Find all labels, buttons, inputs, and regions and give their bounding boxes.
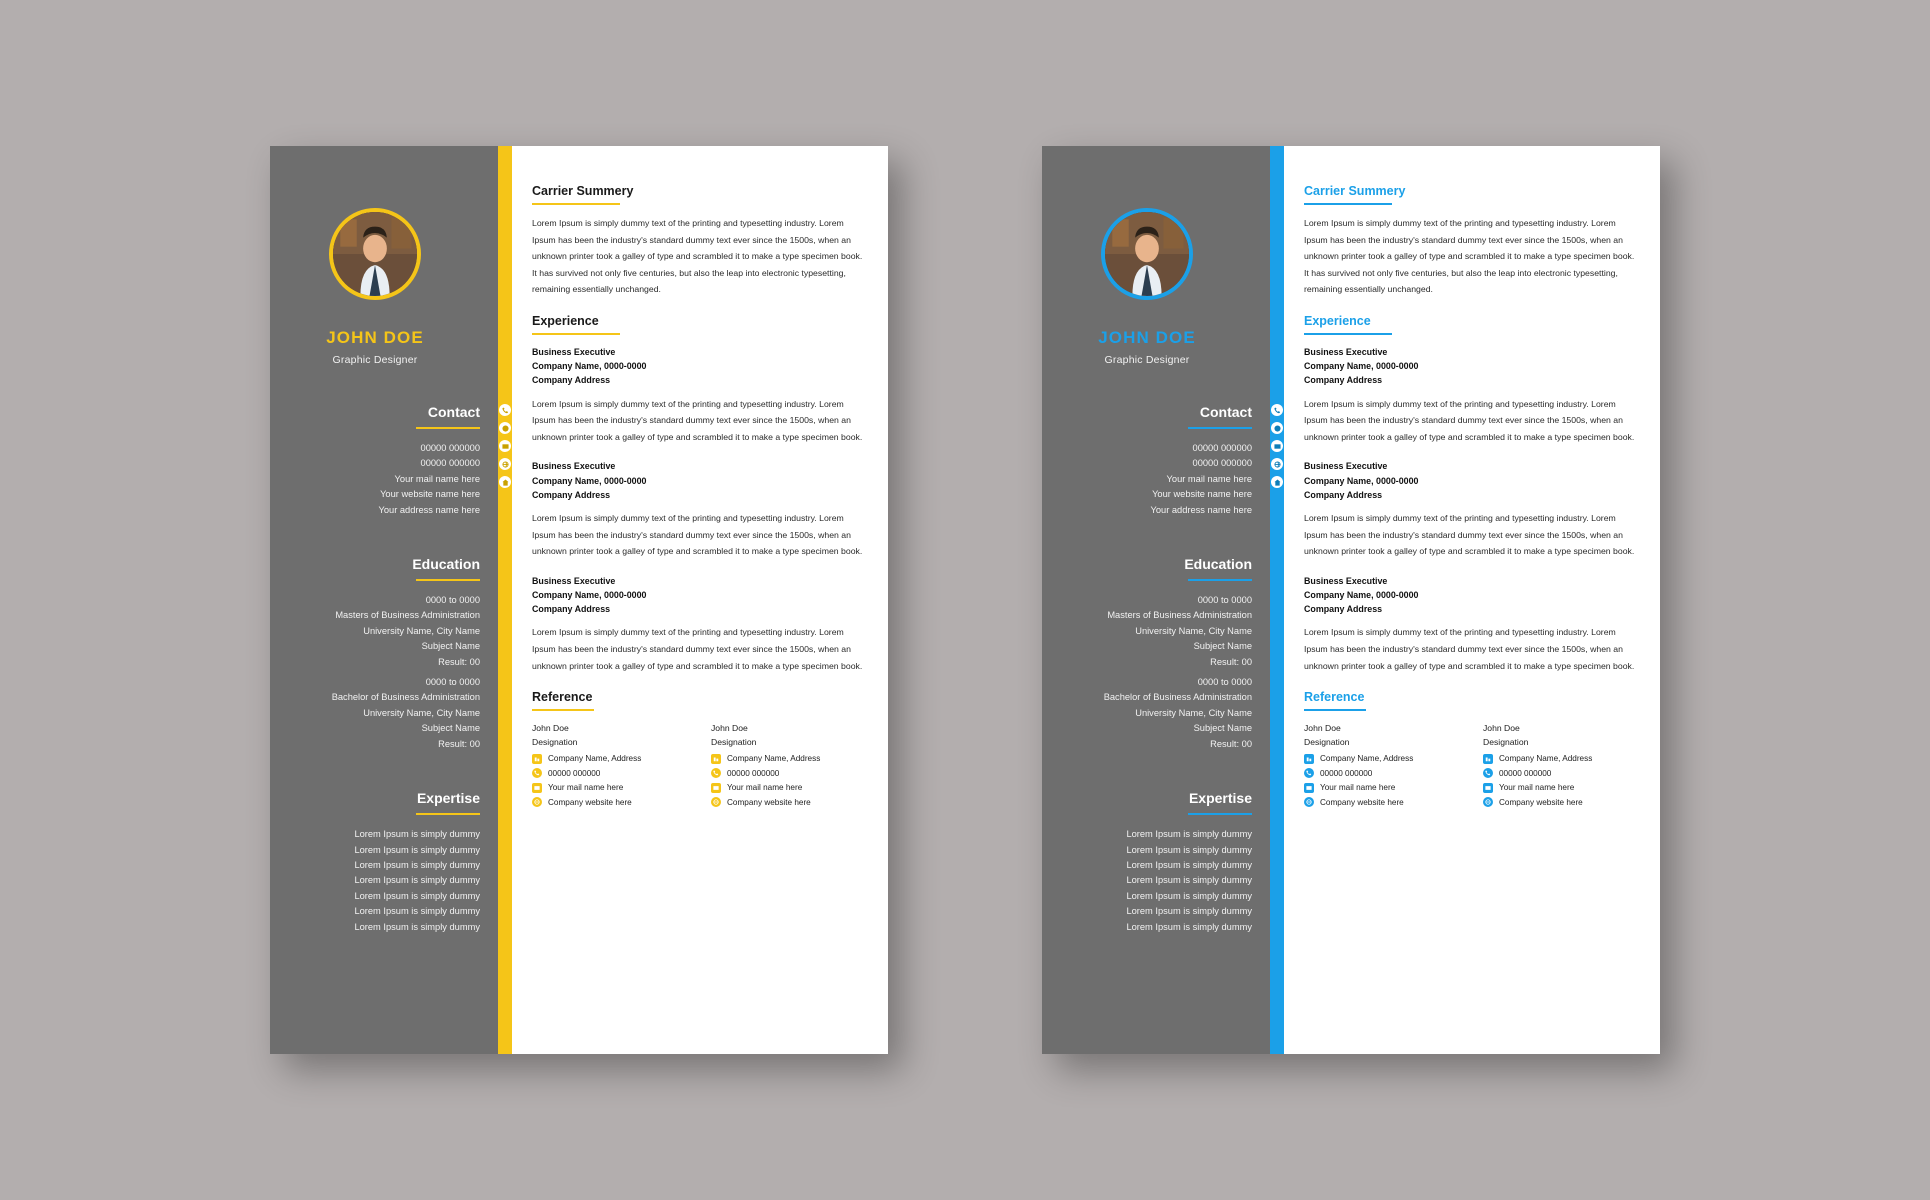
divider [1188,427,1252,429]
expertise-item: Lorem Ipsum is simply dummy [354,921,480,932]
summary-text: Lorem Ipsum is simply dummy text of the printing and typesetting industry. Lorem Ipsum has been the industry's standard dummy text ever since the 1500s, when an unknown printer took a galley of type and scrambled it to make a type specimen book. It has survived not only five centuries, but also the leap into electronic typesetting, remaining essentially unchanged. [1304,218,1635,295]
education-line: Masters of Business Administration [1107,610,1252,621]
education-line: Bachelor of Business Administration [331,692,480,703]
mail-icon [711,783,721,793]
reference-website: Company website here [1320,797,1404,807]
reference-company-row [1483,754,1636,764]
education-line: Result: 00 [438,738,480,749]
mail-icon [1483,783,1493,793]
reference-mail: Your mail name here [548,783,624,793]
avatar-photo [333,212,417,296]
job-company: Company Name, 0000-0000 [1304,589,1419,600]
reference-designation: Designation [532,737,578,748]
reference-mail-row [711,783,864,793]
job-title: Business Executive [532,346,616,357]
accent-bar [1270,146,1284,1054]
divider [416,427,480,429]
summary-heading: Carrier Summery [1304,184,1406,198]
contact-line: Your mail name here [394,473,480,484]
divider [532,709,594,711]
job-address: Company Address [532,375,611,386]
resume-card-blue [1042,146,1660,1054]
reference-name: John Doe [711,723,748,734]
building-icon [1304,754,1314,764]
reference-mail: Your mail name here [727,783,803,793]
experience-job-header [1304,345,1636,388]
expertise-item: Lorem Ipsum is simply dummy [1126,829,1252,840]
expertise-item: Lorem Ipsum is simply dummy [1126,921,1252,932]
reference-person [532,721,685,807]
expertise-heading-label: Expertise [1188,790,1252,807]
reference-name: John Doe [1483,723,1520,734]
portrait-photo-icon [1105,212,1189,296]
summary-text: Lorem Ipsum is simply dummy text of the printing and typesetting industry. Lorem Ipsum has been the industry's standard dummy text ever since the 1500s, when an unknown printer took a galley of type and scrambled it to make a type specimen book. It has survived not only five centuries, but also the leap into electronic typesetting, remaining essentially unchanged. [532,218,863,295]
globe-icon [499,458,511,470]
reference-company-row [711,754,864,764]
reference-person [711,721,864,807]
contact-heading-label: Contact [1199,404,1252,420]
home-icon [1271,476,1283,488]
reference-website-row [1483,797,1636,807]
job-company: Company Name, 0000-0000 [532,361,647,372]
job-title: Business Executive [1304,461,1388,472]
expertise-item: Lorem Ipsum is simply dummy [1126,890,1252,901]
expertise-item: Lorem Ipsum is simply dummy [1126,906,1252,917]
reference-company-row [532,754,685,764]
contact-line: 00000 000000 [420,443,480,453]
experience-job-header [532,345,864,388]
education-line: 0000 to 0000 [1197,677,1252,688]
reference-website-row [532,797,685,807]
mail-icon [532,783,542,793]
portrait-photo-icon [333,212,417,296]
job-title: Business Executive [532,575,616,586]
education-line: 0000 to 0000 [1197,595,1252,606]
job-address: Company Address [1304,375,1383,386]
expertise-item: Lorem Ipsum is simply dummy [354,844,480,855]
reference-website: Company website here [1499,797,1583,807]
job-description: Lorem Ipsum is simply dummy text of the printing and typesetting industry. Lorem Ipsum has been the industry's standard dummy text ever since the 1500s, when an unknown printer took a galley of type and scrambled it to make a type specimen book. [1304,512,1635,557]
job-description: Lorem Ipsum is simply dummy text of the printing and typesetting industry. Lorem Ipsum has been the industry's standard dummy text ever since the 1500s, when an unknown printer took a galley of type and scrambled it to make a type specimen book. [532,398,863,442]
resume-card-yellow [270,146,888,1054]
globe-icon [1304,797,1314,807]
contact-line: Your address name here [378,504,480,515]
expertise-item: Lorem Ipsum is simply dummy [354,890,480,901]
job-title: Business Executive [1304,346,1388,357]
accent-bar [498,146,512,1054]
expertise-item: Lorem Ipsum is simply dummy [354,875,480,886]
experience-heading: Experience [532,313,599,328]
main-column-yellow [512,146,888,1054]
job-address: Company Address [532,489,611,500]
whatsapp-icon [1271,422,1283,434]
reference-website: Company website here [727,797,811,807]
mail-icon [1304,783,1314,793]
education-line: Subject Name [421,723,480,734]
phone-icon [1304,768,1314,778]
reference-website-row [1304,797,1457,807]
experience-job-header [532,459,864,502]
building-icon [1483,754,1493,764]
expertise-item: Lorem Ipsum is simply dummy [354,859,480,870]
education-line: Result: 00 [438,656,480,667]
sidebar-blue [1042,146,1270,1054]
reference-mail: Your mail name here [1320,783,1396,793]
expertise-item: Lorem Ipsum is simply dummy [1126,859,1252,870]
reference-name: John Doe [1304,723,1341,734]
building-icon [711,754,721,764]
globe-icon [711,797,721,807]
profile-name: JOHN DOE [326,328,424,347]
reference-phone-row [532,768,685,778]
experience-heading: Experience [1304,313,1371,328]
divider [1188,813,1252,815]
divider [532,203,620,205]
divider [1304,333,1392,335]
job-description: Lorem Ipsum is simply dummy text of the printing and typesetting industry. Lorem Ipsum has been the industry's standard dummy text ever since the 1500s, when an unknown printer took a galley of type and scrambled it to make a type specimen book. [1304,627,1635,671]
education-heading-label: Education [1184,556,1252,573]
phone-icon [711,768,721,778]
job-company: Company Name, 0000-0000 [532,589,647,600]
reference-company: Company Name, Address [548,754,642,764]
reference-website-row [711,797,864,807]
contact-heading-label: Contact [427,404,480,420]
reference-phone: 00000 000000 [1499,768,1552,778]
reference-company: Company Name, Address [1499,754,1593,764]
phone-icon [499,404,511,416]
contact-lines [270,441,480,518]
reference-phone-row [711,768,864,778]
globe-icon [1271,458,1283,470]
expertise-list [270,827,480,935]
profile-name: JOHN DOE [1098,328,1196,347]
mail-icon [499,440,511,452]
education-line: Result: 00 [1210,738,1252,749]
job-title: Business Executive [1304,575,1388,586]
contact-line: Your website name here [1152,489,1252,500]
reference-grid [532,721,864,807]
avatar-photo [1105,212,1189,296]
education-heading-label: Education [412,556,480,573]
contact-lines [1042,441,1252,518]
education-line: University Name, City Name [1135,625,1252,636]
expertise-item: Lorem Ipsum is simply dummy [1126,844,1252,855]
phone-icon [532,768,542,778]
reference-company: Company Name, Address [1320,754,1414,764]
job-description: Lorem Ipsum is simply dummy text of the printing and typesetting industry. Lorem Ipsum has been the industry's standard dummy text ever since the 1500s, when an unknown printer took a galley of type and scrambled it to make a type specimen book. [532,627,863,671]
divider [416,813,480,815]
reference-phone: 00000 000000 [727,768,780,778]
reference-mail-row [532,783,685,793]
sidebar-heading-expertise [1042,790,1252,815]
education-line: University Name, City Name [363,707,480,718]
expertise-heading-label: Expertise [416,790,480,807]
reference-designation: Designation [1483,737,1529,748]
expertise-item: Lorem Ipsum is simply dummy [1126,875,1252,886]
summary-heading: Carrier Summery [532,184,634,198]
education-line: 0000 to 0000 [425,595,480,606]
sidebar-heading-contact [1042,404,1252,429]
reference-mail-row [1304,783,1457,793]
reference-person [1483,721,1636,807]
profile-role: Graphic Designer [332,354,418,366]
job-address: Company Address [1304,489,1383,500]
reference-grid [1304,721,1636,807]
education-line: Subject Name [1193,723,1252,734]
job-company: Company Name, 0000-0000 [1304,475,1419,486]
sidebar-heading-education [270,556,480,581]
contact-icon-strip [498,404,512,488]
phone-icon [1271,404,1283,416]
job-title: Business Executive [532,461,616,472]
reference-heading: Reference [532,690,593,705]
divider [1304,709,1366,711]
job-company: Company Name, 0000-0000 [532,475,647,486]
reference-mail: Your mail name here [1499,783,1575,793]
education-line: Bachelor of Business Administration [1103,692,1252,703]
job-address: Company Address [1304,604,1383,615]
contact-line: 00000 000000 [420,458,480,469]
education-entry-2 [270,675,480,752]
education-line: Masters of Business Administration [335,610,480,621]
profile-role: Graphic Designer [1104,354,1190,366]
mail-icon [1271,440,1283,452]
divider [1304,203,1392,205]
reference-name: John Doe [532,723,569,734]
reference-heading: Reference [1304,690,1365,705]
reference-company-row [1304,754,1457,764]
education-line: University Name, City Name [363,625,480,636]
education-line: Subject Name [1193,641,1252,652]
globe-icon [532,797,542,807]
main-column-blue [1284,146,1660,1054]
education-entry-1 [270,593,480,670]
divider [1188,579,1252,581]
sidebar-heading-education [1042,556,1252,581]
education-line: Result: 00 [1210,656,1252,667]
contact-icon-strip [1270,404,1284,488]
job-description: Lorem Ipsum is simply dummy text of the printing and typesetting industry. Lorem Ipsum has been the industry's standard dummy text ever since the 1500s, when an unknown printer took a galley of type and scrambled it to make a type specimen book. [532,512,863,557]
contact-line: 00000 000000 [1192,443,1252,453]
contact-line: Your website name here [380,489,480,500]
sidebar-yellow [270,146,498,1054]
job-description: Lorem Ipsum is simply dummy text of the printing and typesetting industry. Lorem Ipsum has been the industry's standard dummy text ever since the 1500s, when an unknown printer took a galley of type and scrambled it to make a type specimen book. [1304,398,1635,442]
expertise-list [1042,827,1252,935]
whatsapp-icon [499,422,511,434]
contact-line: Your mail name here [1166,473,1252,484]
reference-phone: 00000 000000 [1320,768,1373,778]
reference-phone: 00000 000000 [548,768,601,778]
reference-person [1304,721,1457,807]
reference-website: Company website here [548,797,632,807]
globe-icon [1483,797,1493,807]
job-address: Company Address [532,604,611,615]
reference-company: Company Name, Address [727,754,821,764]
education-entry-1 [1042,593,1252,670]
reference-phone-row [1304,768,1457,778]
avatar [329,208,421,300]
divider [532,333,620,335]
reference-designation: Designation [1304,737,1350,748]
reference-mail-row [1483,783,1636,793]
avatar [1101,208,1193,300]
education-line: University Name, City Name [1135,707,1252,718]
experience-job-header [532,574,864,617]
experience-job-header [1304,459,1636,502]
experience-job-header [1304,574,1636,617]
sidebar-heading-expertise [270,790,480,815]
home-icon [499,476,511,488]
divider [416,579,480,581]
expertise-item: Lorem Ipsum is simply dummy [354,829,480,840]
job-company: Company Name, 0000-0000 [1304,361,1419,372]
reference-phone-row [1483,768,1636,778]
expertise-item: Lorem Ipsum is simply dummy [354,906,480,917]
reference-designation: Designation [711,737,757,748]
contact-line: 00000 000000 [1192,458,1252,469]
phone-icon [1483,768,1493,778]
sidebar-heading-contact [270,404,480,429]
contact-line: Your address name here [1150,504,1252,515]
education-line: Subject Name [421,641,480,652]
building-icon [532,754,542,764]
education-entry-2 [1042,675,1252,752]
education-line: 0000 to 0000 [425,677,480,688]
